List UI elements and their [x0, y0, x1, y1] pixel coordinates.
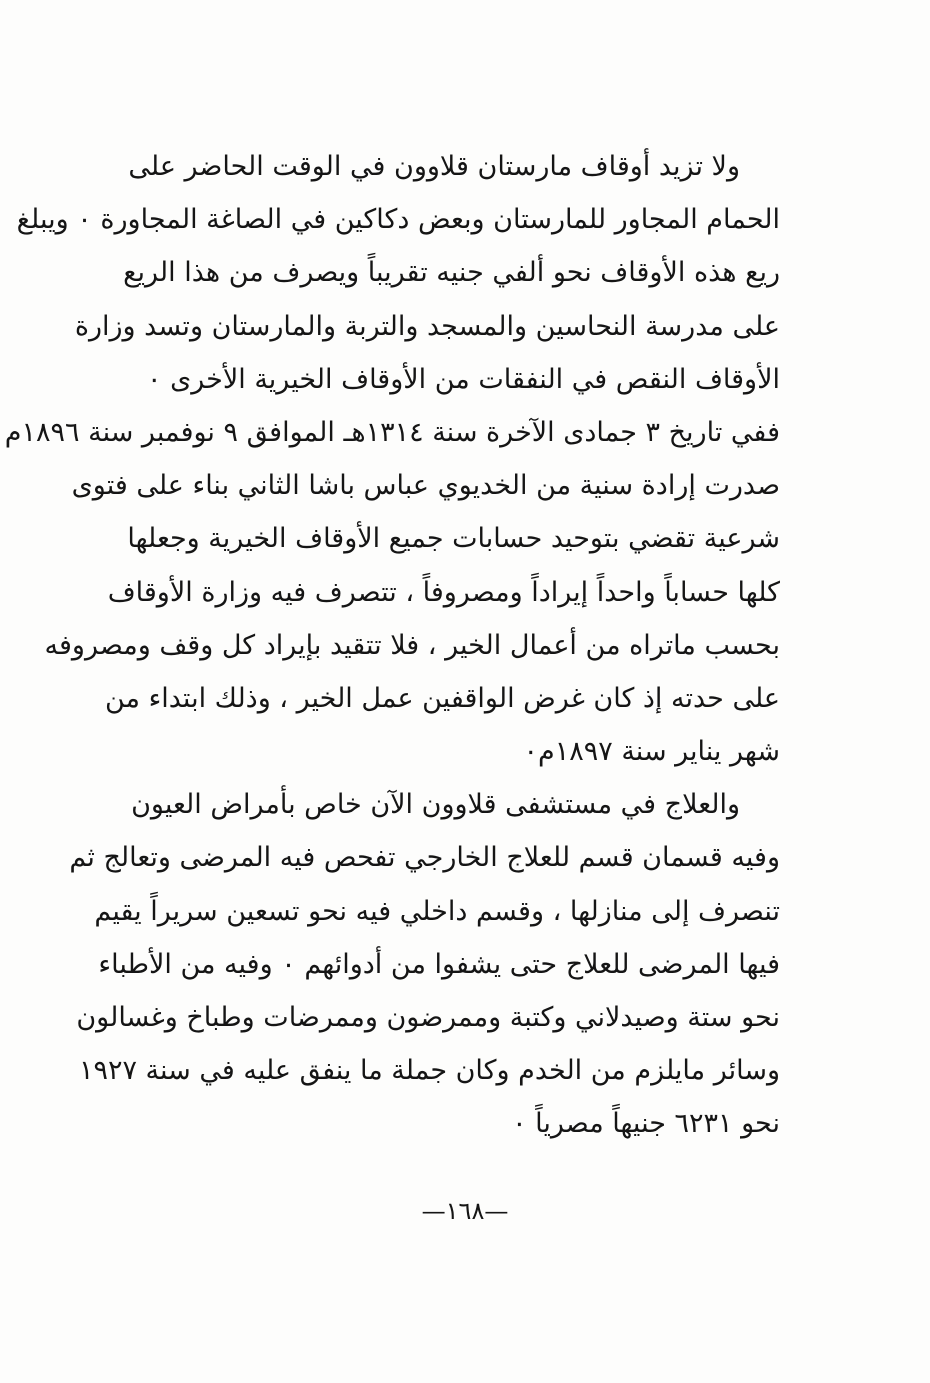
paragraph-1 [4, 140, 780, 778]
text-line: ففي تاريخ ٣ جمادى الآخرة سنة ١٣١٤هـ الموافق ٩ نوفمبر سنة ١٨٩٦م [4, 416, 780, 448]
body-text [4, 140, 780, 1151]
text-line: على حدته إذ كان غرض الواقفين عمل الخير ، وذلك ابتداء من [104, 682, 780, 714]
text-line: ريع هذه الأوقاف نحو ألفي جنيه تقريباً ويصرف من هذا الريع [123, 257, 780, 289]
text-line: شرعية تقضي بتوحيد حسابات جميع الأوقاف الخيرية وجعلها [127, 523, 780, 555]
paragraph-2 [69, 778, 780, 1150]
text-line: بحسب ماتراه من أعمال الخير ، فلا تتقيد بإيراد كل وقف ومصروفه [44, 629, 780, 661]
text-line: صدرت إرادة سنية من الخديوي عباس باشا الثاني بناء على فتوى [71, 470, 780, 502]
text-line: ولا تزيد أوقاف مارستان قلاوون في الوقت الحاضر على [128, 151, 740, 182]
text-line: وسائر مايلزم من الخدم وكان جملة ما ينفق عليه في سنة ١٩٢٧ [78, 1055, 780, 1087]
text-line: كلها حساباً واحداً إيراداً ومصروفاً ، تتصرف فيه وزارة الأوقاف [107, 576, 780, 608]
text-line: الأوقاف النقص في النفقات من الأوقاف الخيرية الأخرى ٠ [147, 363, 780, 395]
text-line: نحو ستة وصيدلاني وكتبة وممرضون وممرضات وطباخ وغسالون [76, 1002, 780, 1033]
text-line: الحمام المجاور للمارستان وبعض دكاكين في الصاغة المجاورة ٠ ويبلغ [16, 204, 780, 236]
page-number: —١٦٨— [421, 1197, 509, 1225]
text-line: على مدرسة النحاسين والمسجد والتربة والمارستان وتسد وزارة [74, 310, 780, 342]
text-line: نحو ٦٢٣١ جنيهاً مصرياً ٠ [512, 1108, 780, 1140]
text-line: وفيه قسمان قسم للعلاج الخارجي تفحص فيه المرضى وتعالج ثم [69, 842, 780, 874]
text-line: فيها المرضى للعلاج حتى يشفوا من أدوائهم ٠ وفيه من الأطباء [98, 948, 780, 980]
text-line: تنصرف إلى منازلها ، وقسم داخلي فيه نحو تسعين سريراً يقيم [94, 895, 780, 927]
text-line: والعلاج في مستشفى قلاوون الآن خاص بأمراض العيون [131, 789, 740, 821]
text-line: شهر يناير سنة ١٨٩٧م٠ [523, 736, 780, 768]
